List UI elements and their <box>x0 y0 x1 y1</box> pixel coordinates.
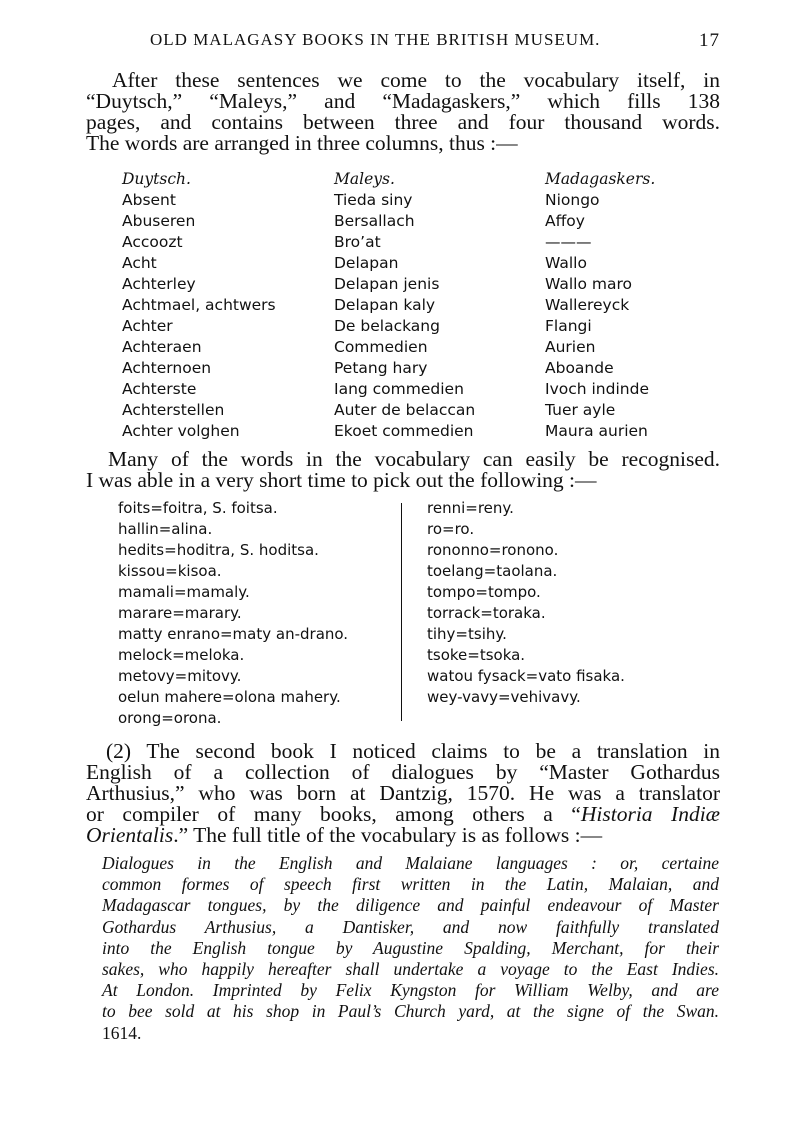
madagaskers-word: Wallereyck <box>545 296 630 314</box>
paragraph-text: or compiler of many books, among others a “ <box>86 802 581 826</box>
word-pair: matty enrano=maty an-drano. <box>118 625 349 643</box>
vocabulary-row <box>120 275 680 296</box>
word-pair: tsoke=tsoka. <box>427 646 526 664</box>
word-column-right <box>427 499 625 709</box>
recognised-word-list <box>118 499 678 729</box>
word-pair: watou fysack=vato fisaka. <box>427 667 625 685</box>
vocabulary-row <box>120 380 680 401</box>
maleys-word: Petang hary <box>334 359 428 377</box>
duytsch-word: Achter <box>122 317 173 335</box>
duytsch-word: Achtmael, achtwers <box>122 296 276 314</box>
word-pair: tihy=tsihy. <box>427 625 507 643</box>
madagaskers-word: Wallo <box>545 254 587 272</box>
madagaskers-word: Flangi <box>545 317 592 335</box>
madagaskers-word: Aurien <box>545 338 596 356</box>
word-pair: melock=meloka. <box>118 646 245 664</box>
duytsch-word: Absent <box>122 191 176 209</box>
word-pair: foits=foitra, S. foitsa. <box>118 499 278 517</box>
book-title-italic: Orientalis <box>86 823 174 847</box>
page-number: 17 <box>699 30 720 51</box>
intro-paragraph <box>86 70 720 154</box>
duytsch-word: Acht <box>122 254 157 272</box>
word-pair: metovy=mitovy. <box>118 667 242 685</box>
duytsch-word: Achteraen <box>122 338 202 356</box>
running-header <box>150 30 720 54</box>
madagaskers-word: Affoy <box>545 212 585 230</box>
column-header-maleys: Maleys. <box>334 170 395 188</box>
vocabulary-row <box>120 317 680 338</box>
title-line: Gothardus Arthusius, a Dantisker, and now faithfully translated <box>102 916 719 937</box>
paragraph-text: .” The full title of the vocabulary is as follows :— <box>173 823 603 847</box>
maleys-word: Iang commedien <box>334 380 464 398</box>
column-header-duytsch: Duytsch. <box>122 170 191 188</box>
madagaskers-word: Ivoch indinde <box>545 380 649 398</box>
title-line: to bee sold at his shop in Paul’s Church yard, at the signe of the Swan. <box>102 1001 719 1022</box>
madagaskers-word: Niongo <box>545 191 600 209</box>
column-header-madagaskers: Madagaskers. <box>545 170 656 188</box>
title-line: Madagascar tongues, by the diligence and painful endeavour of Master <box>102 895 719 916</box>
madagaskers-word: ——— <box>545 233 592 251</box>
maleys-word: Ekoet commedien <box>334 422 474 440</box>
paragraph-line: I was able in a very short time to pick out the following :— <box>86 468 597 492</box>
paragraph-line <box>86 825 720 846</box>
paragraph-line: (2) The second book I noticed claims to be a translation in <box>106 739 720 763</box>
paragraph-line: After these sentences we come to the vocabulary itself, in <box>112 68 720 92</box>
title-line: At London. Imprinted by Felix Kyngston for William Welby, and are <box>102 980 719 1001</box>
word-pair: torrack=toraka. <box>427 604 546 622</box>
word-pair: tompo=tompo. <box>427 583 541 601</box>
title-line: into the English tongue by Augustine Spalding, Merchant, for their <box>102 937 719 958</box>
duytsch-word: Achternoen <box>122 359 212 377</box>
paragraph-line: The words are arranged in three columns, thus :— <box>86 131 518 155</box>
maleys-word: Delapan jenis <box>334 275 440 293</box>
word-pair: hallin=alina. <box>118 520 213 538</box>
word-pair: mamali=mamaly. <box>118 583 250 601</box>
book-title-block <box>102 853 719 1044</box>
vocabulary-row <box>120 422 680 443</box>
vocabulary-row <box>120 212 680 233</box>
word-pair: orong=orona. <box>118 709 222 727</box>
vocabulary-row <box>120 233 680 254</box>
vocabulary-table <box>120 170 680 443</box>
word-pair: wey-vavy=vehivavy. <box>427 688 581 706</box>
duytsch-word: Achterstellen <box>122 401 225 419</box>
title-line: Dialogues in the English and Malaiane languages : or, certaine <box>102 853 719 873</box>
paragraph-line: Many of the words in the vocabulary can easily be recognised. <box>108 447 720 471</box>
maleys-word: Tieda siny <box>334 191 413 209</box>
maleys-word: De belackang <box>334 317 440 335</box>
running-title: OLD MALAGASY BOOKS IN THE BRITISH MUSEUM. <box>150 30 601 49</box>
vocabulary-row <box>120 296 680 317</box>
madagaskers-word: Tuer ayle <box>545 401 616 419</box>
maleys-word: Bro’at <box>334 233 381 251</box>
recognised-paragraph <box>86 449 720 491</box>
duytsch-word: Accoozt <box>122 233 183 251</box>
book-title-italic: Historia Indiæ <box>580 802 721 826</box>
vocabulary-row <box>120 401 680 422</box>
madagaskers-word: Aboande <box>545 359 614 377</box>
paragraph-line <box>86 804 720 825</box>
paragraph-line: Arthusius,” who was born at Dantzig, 1570. He was a translator <box>86 781 720 805</box>
second-book-paragraph <box>86 741 720 846</box>
publication-year: 1614. <box>102 1022 142 1043</box>
maleys-word: Commedien <box>334 338 428 356</box>
word-pair: toelang=taolana. <box>427 562 558 580</box>
title-line: common formes of speech first written in the Latin, Malaian, and <box>102 874 719 895</box>
word-pair: kissou=kisoa. <box>118 562 222 580</box>
madagaskers-word: Wallo maro <box>545 275 632 293</box>
madagaskers-word: Maura aurien <box>545 422 648 440</box>
maleys-word: Auter de belaccan <box>334 401 476 419</box>
paragraph-line: English of a collection of dialogues by “Master Gothardus <box>86 760 720 784</box>
duytsch-word: Achterley <box>122 275 196 293</box>
word-pair: ro=ro. <box>427 520 475 538</box>
vocabulary-row <box>120 338 680 359</box>
column-divider <box>401 503 402 721</box>
vocabulary-row <box>120 254 680 275</box>
maleys-word: Bersallach <box>334 212 415 230</box>
duytsch-word: Abuseren <box>122 212 196 230</box>
word-pair: marare=marary. <box>118 604 242 622</box>
vocabulary-row <box>120 191 680 212</box>
paragraph-line: “Duytsch,” “Maleys,” and “Madagaskers,” which fills 138 <box>86 89 720 113</box>
word-pair: hedits=hoditra, S. hoditsa. <box>118 541 319 559</box>
vocabulary-header-row <box>120 170 680 191</box>
paragraph-line: pages, and contains between three and four thousand words. <box>86 110 720 134</box>
maleys-word: Delapan kaly <box>334 296 436 314</box>
word-pair: renni=reny. <box>427 499 514 517</box>
word-pair: rononno=ronono. <box>427 541 559 559</box>
duytsch-word: Achterste <box>122 380 197 398</box>
word-column-left <box>118 499 348 730</box>
vocabulary-row <box>120 359 680 380</box>
maleys-word: Delapan <box>334 254 399 272</box>
duytsch-word: Achter volghen <box>122 422 240 440</box>
word-pair: oelun mahere=olona mahery. <box>118 688 341 706</box>
title-line: sakes, who happily hereafter shall undertake a voyage to the East Indies. <box>102 959 719 980</box>
